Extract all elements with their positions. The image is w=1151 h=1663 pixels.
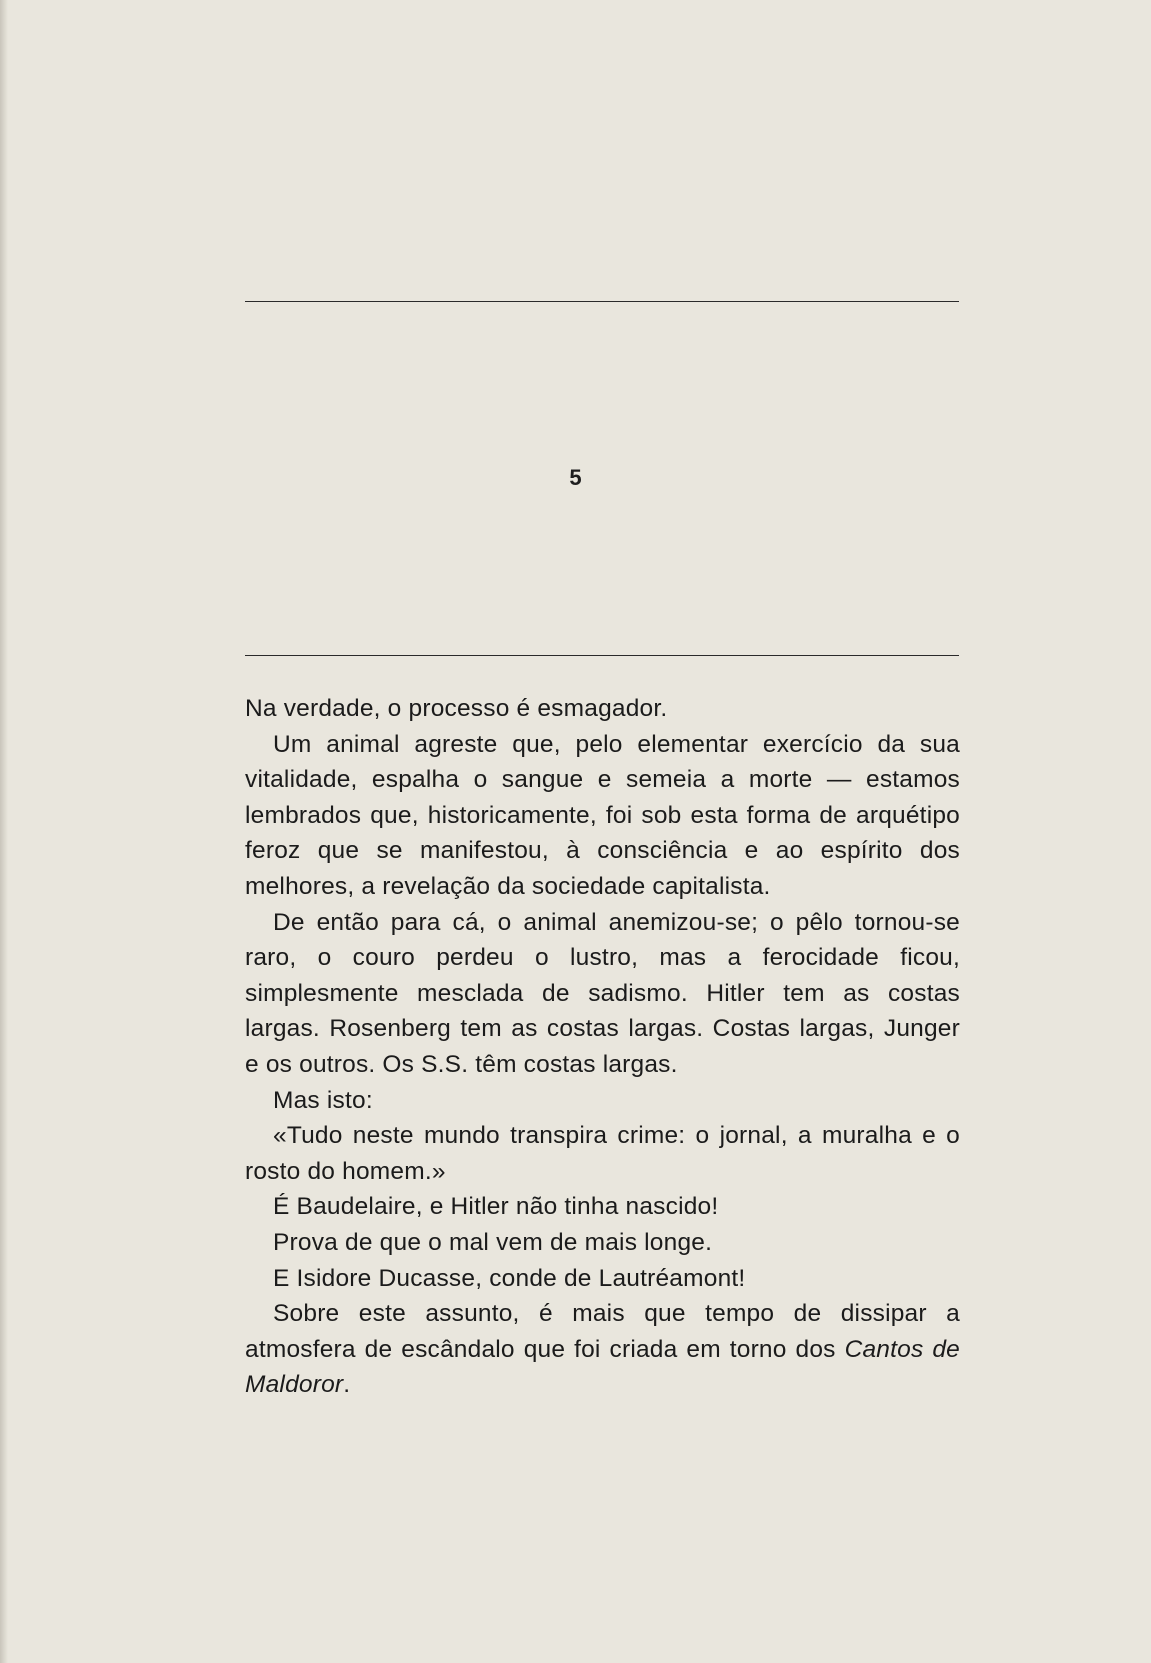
paragraph-5-quote: «Tudo neste mundo transpira crime: o jornal, a muralha e o rosto do homem.» (245, 1122, 960, 1185)
top-rule (245, 301, 959, 302)
page-edge (0, 0, 8, 1663)
paragraph-1: Na verdade, o processo é esmagador. (245, 695, 668, 722)
paragraph-7: Prova de que o mal vem de mais longe. (273, 1228, 713, 1256)
paragraph-6: É Baudelaire, e Hitler não tinha nascido! (273, 1193, 719, 1221)
paragraph-2: Um animal agreste que, pelo elementar exercício da sua vitalidade, espalha o sangue e semeia a morte — estamos lembrados que, historicamente, foi sob esta forma de arquétipo feroz que se manifestou, à consciência e ao espírito dos melhores, a revelação da sociedade capitalista. (245, 730, 960, 900)
paragraph-4: Mas isto: (273, 1086, 373, 1114)
body-text (245, 691, 960, 1403)
paragraph-9 (245, 1296, 960, 1403)
chapter-number: 5 (569, 465, 582, 490)
final-period: . (343, 1371, 351, 1399)
book-title: Cantos de Maldoror (245, 1335, 960, 1399)
bottom-rule (245, 655, 959, 656)
paragraph-8: E Isidore Ducasse, conde de Lautréamont! (273, 1264, 746, 1292)
paragraph-3: De então para cá, o animal anemizou-se; o pêlo tornou-se raro, o couro perdeu o lustro, mas a ferocidade ficou, simplesmente mesclada de sadismo. Hitler tem as costas largas. Rosenberg tem as costas largas. Costas largas, Junger e os outros. Os S.S. têm costas largas. (245, 908, 960, 1078)
paragraph-9-text: Sobre este assunto, é mais que tempo de dissipar a atmosfera de escândalo que foi criada em torno dos (245, 1300, 960, 1363)
